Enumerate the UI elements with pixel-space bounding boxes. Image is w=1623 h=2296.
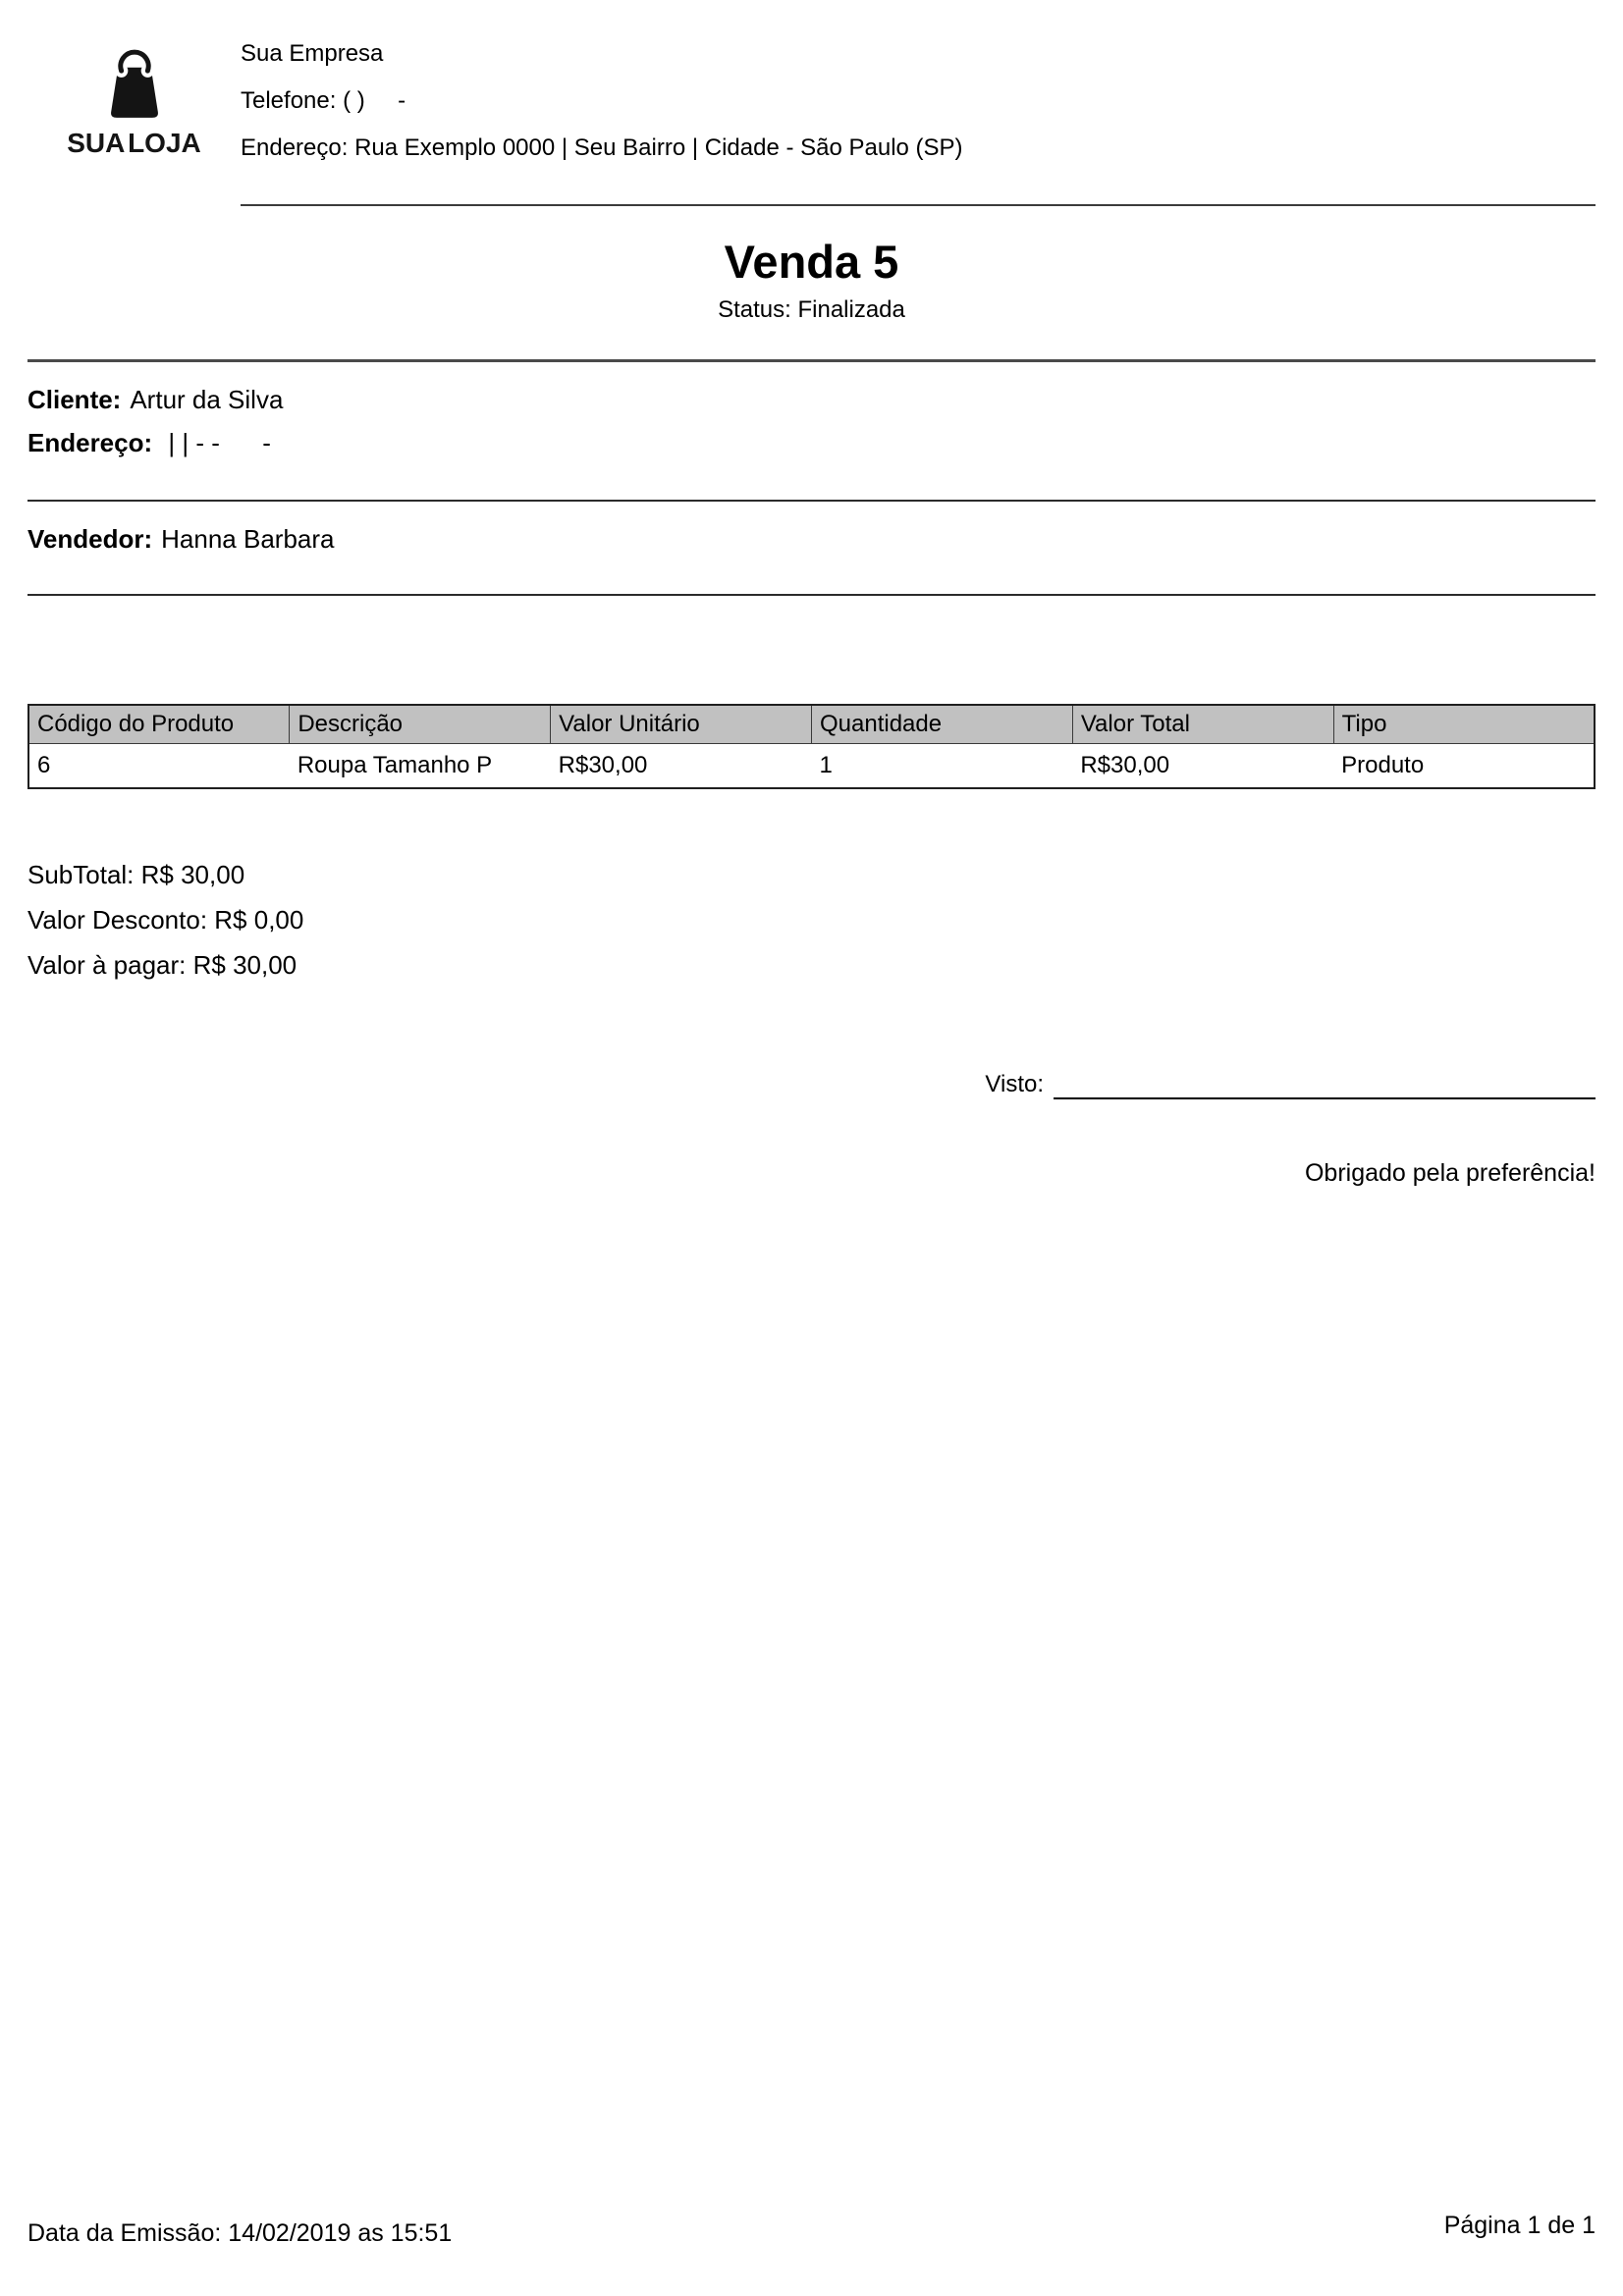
- document-title: Venda 5: [724, 236, 899, 288]
- company-name: Sua Empresa: [241, 40, 384, 67]
- signature-row: [27, 1070, 1596, 1099]
- company-info: [241, 29, 963, 172]
- signature-label: Visto:: [985, 1071, 1044, 1097]
- signature-line: [1054, 1074, 1596, 1099]
- column-header-descricao: Descrição: [290, 705, 551, 744]
- cell-codigo: 6: [28, 744, 290, 789]
- client-label: Cliente:: [27, 385, 122, 414]
- client-name: Artur da Silva: [130, 385, 284, 414]
- column-header-valor-total: Valor Total: [1072, 705, 1333, 744]
- column-header-quantidade: Quantidade: [811, 705, 1072, 744]
- items-table-header-row: [28, 705, 1595, 744]
- column-header-codigo-do-produto: Código do Produto: [28, 705, 290, 744]
- client-line: [27, 378, 1596, 421]
- table-row: [28, 744, 1595, 789]
- seller-divider: [27, 594, 1596, 596]
- items-table: [27, 704, 1596, 789]
- title-divider: [27, 359, 1596, 362]
- items-table-body: [28, 744, 1595, 789]
- cell-tipo: Produto: [1333, 744, 1595, 789]
- client-address-label: Endereço:: [27, 428, 153, 457]
- client-address-value: | | - - -: [161, 428, 271, 457]
- cell-descricao: Roupa Tamanho P: [290, 744, 551, 789]
- seller-line: [27, 517, 1596, 561]
- status-line: Status: Finalizada: [718, 296, 905, 323]
- items-table-head: [28, 705, 1595, 744]
- cell-quantidade: 1: [811, 744, 1072, 789]
- page-number: Página 1 de 1: [1443, 2212, 1596, 2239]
- amount-due-line: Valor à pagar: R$ 30,00: [27, 950, 298, 980]
- company-address: Endereço: Rua Exemplo 0000 | Seu Bairro | Cidade - São Paulo (SP): [241, 134, 963, 161]
- store-logo: [27, 29, 241, 172]
- company-header: [27, 0, 1596, 172]
- shopping-bag-icon: [93, 31, 176, 122]
- seller-label: Vendedor:: [27, 524, 153, 554]
- emission-date: Data da Emissão: 14/02/2019 as 15:51: [27, 2219, 453, 2247]
- cell-valor-total: R$30,00: [1072, 744, 1333, 789]
- discount-line: Valor Desconto: R$ 0,00: [27, 905, 304, 934]
- cell-valor-unitario: R$30,00: [551, 744, 812, 789]
- header-divider: [241, 204, 1596, 206]
- column-header-valor-unitario: Valor Unitário: [551, 705, 812, 744]
- seller-name: Hanna Barbara: [161, 524, 335, 554]
- thanks-message: Obrigado pela preferência!: [1304, 1159, 1596, 1187]
- client-address-line: [27, 421, 1596, 464]
- totals-block: [27, 852, 1596, 988]
- client-divider: [27, 500, 1596, 502]
- company-phone: Telefone: ( ) -: [241, 87, 406, 114]
- column-header-tipo: Tipo: [1333, 705, 1595, 744]
- client-block: [27, 378, 1596, 464]
- store-logo-label: SUA LOJA: [67, 128, 201, 158]
- subtotal-line: SubTotal: R$ 30,00: [27, 860, 245, 889]
